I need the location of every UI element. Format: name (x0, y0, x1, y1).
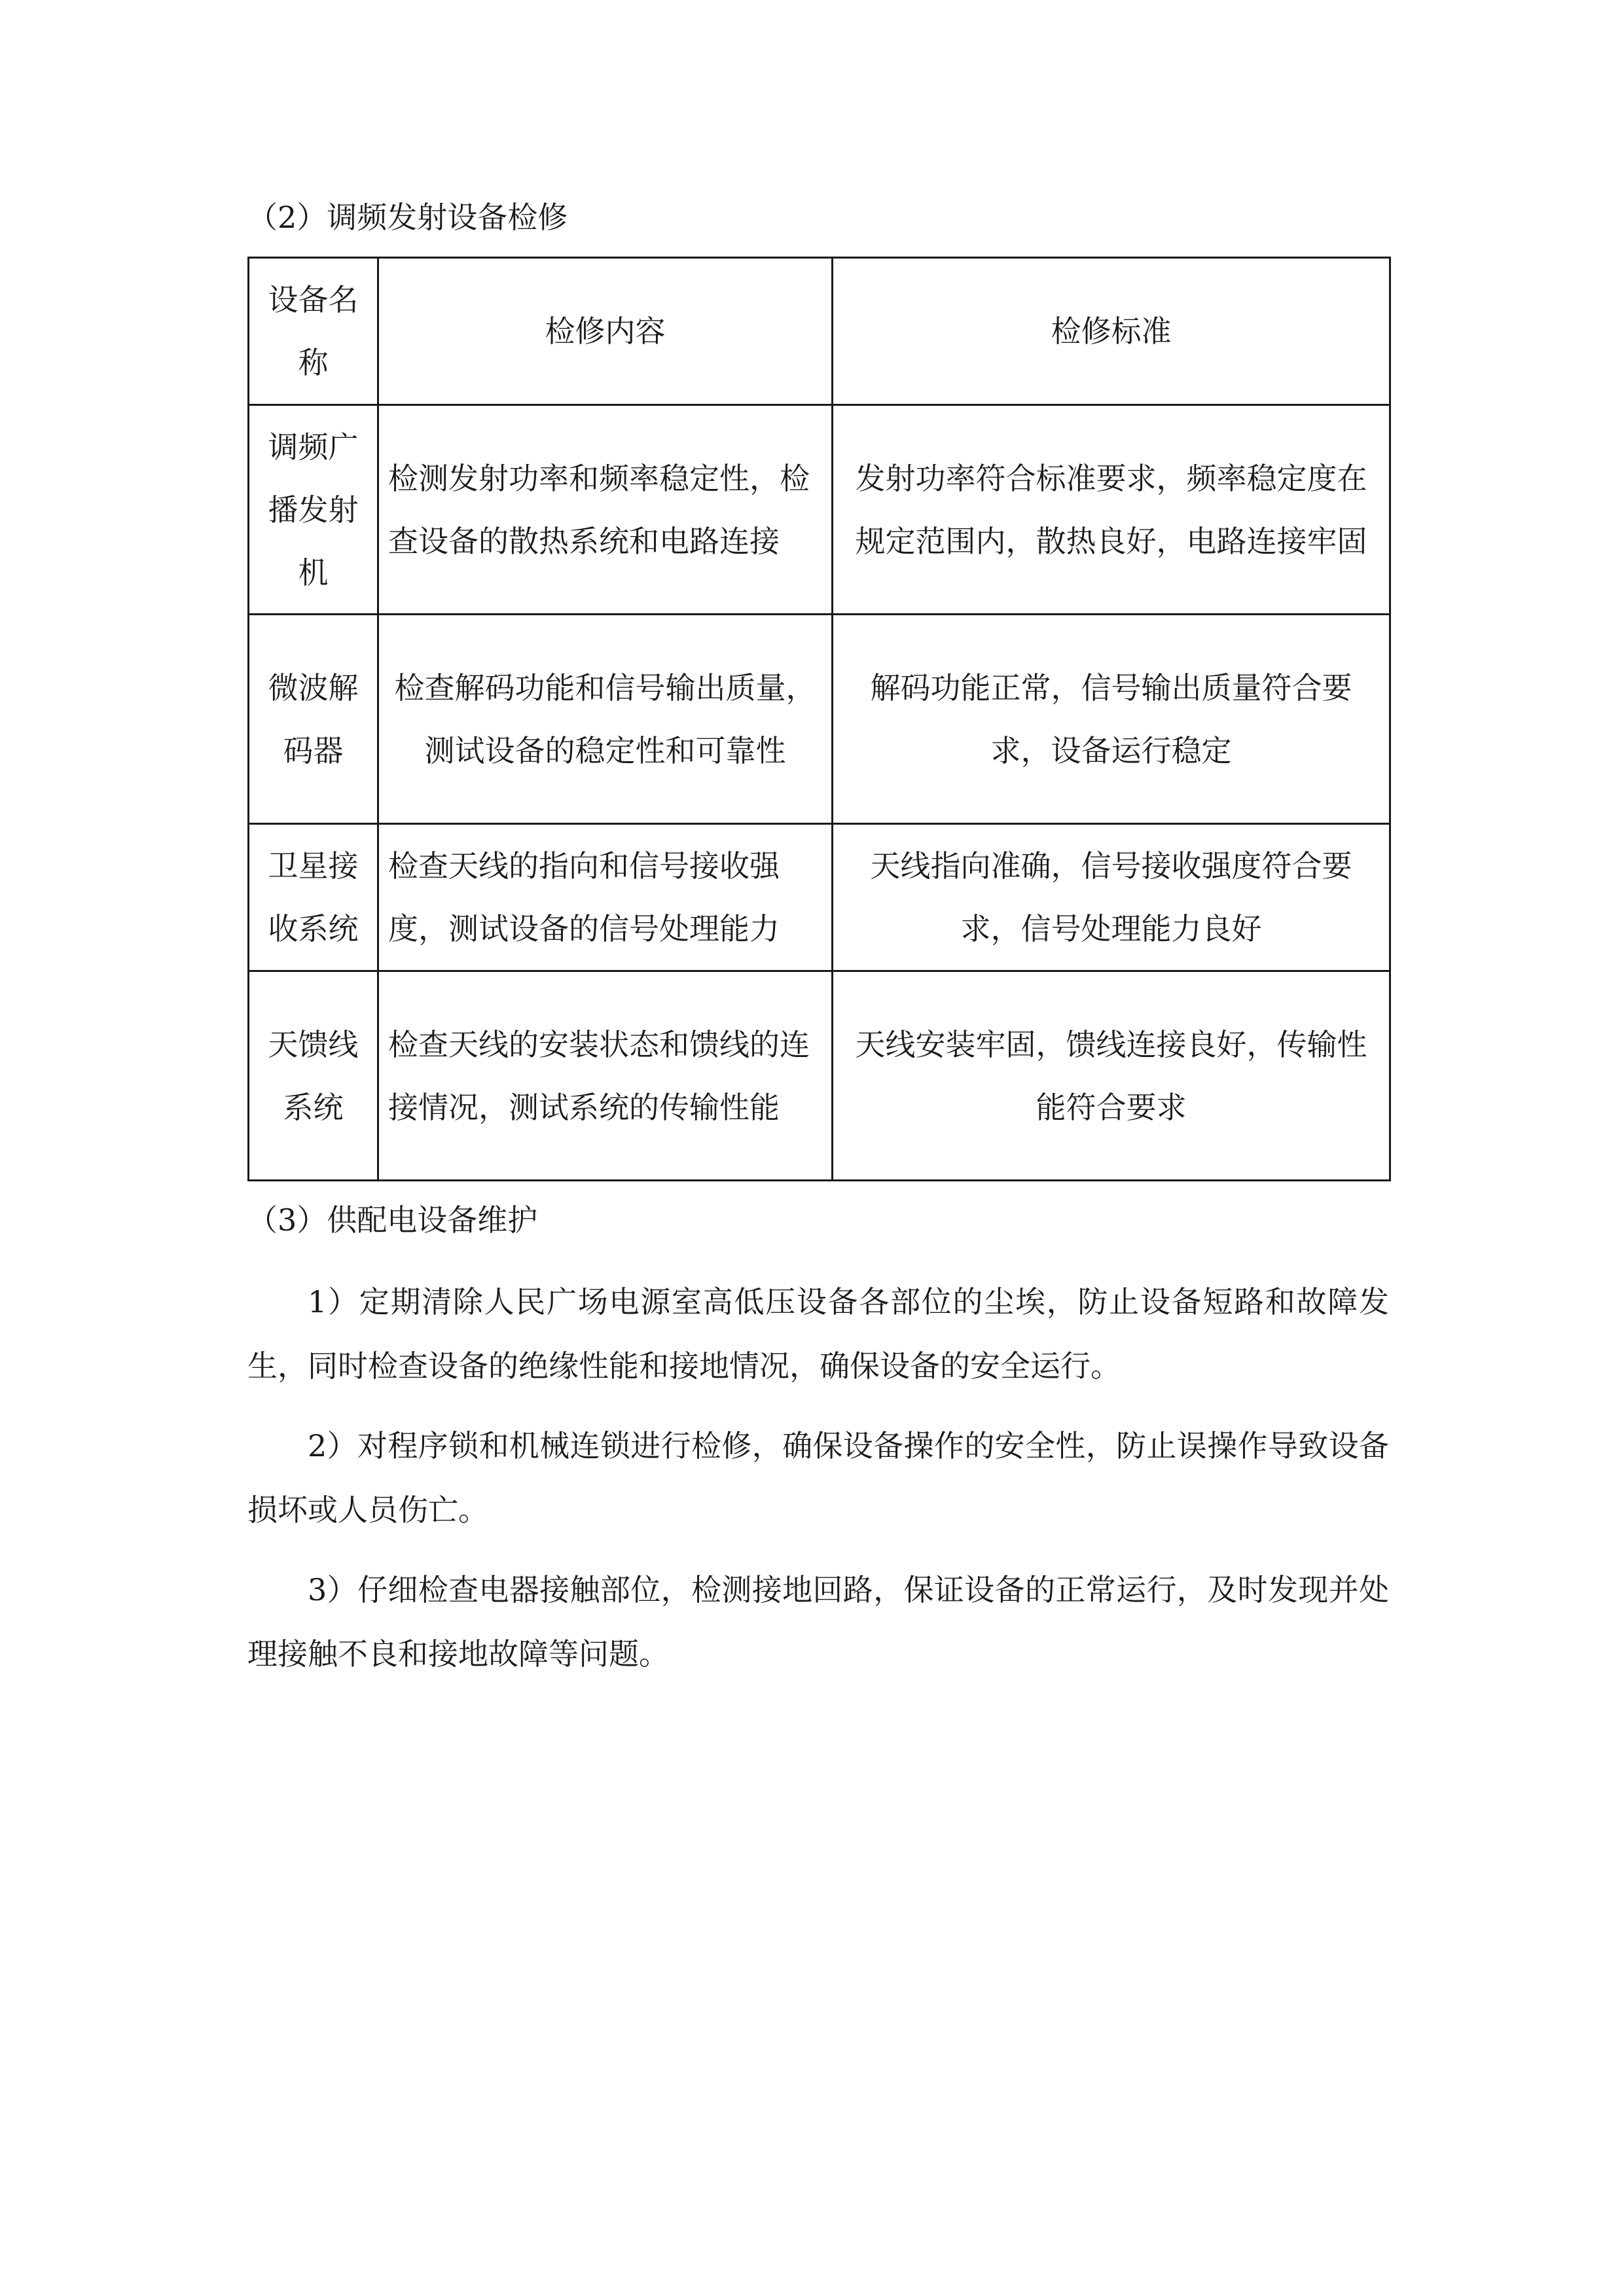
paragraph: 3）仔细检查电器接触部位，检测接地回路，保证设备的正常运行，及时发现并处理接触不良和接地故障等问题。 (247, 1572, 1389, 1672)
table-row (249, 405, 1390, 615)
cell-maintenance-standard: 天线指向准确，信号接收强度符合要求，信号处理能力良好 (833, 824, 1390, 971)
maintenance-table (247, 257, 1391, 1181)
cell-maintenance-content: 检查天线的安装状态和馈线的连接情况，测试系统的传输性能 (378, 971, 833, 1181)
cell-maintenance-content: 检查天线的指向和信号接收强度，测试设备的信号处理能力 (378, 824, 833, 971)
header-maintenance-standard: 检修标准 (833, 258, 1390, 405)
paragraph: 2）对程序锁和机械连锁进行检修，确保设备操作的安全性，防止误操作导致设备损坏或人员伤亡。 (247, 1428, 1389, 1528)
cell-equipment-name: 调频广播发射机 (249, 405, 378, 615)
section-heading-fm-equipment: （2）调频发射设备检修 (247, 200, 568, 235)
cell-equipment-name: 微波解码器 (249, 615, 378, 824)
table-header-row (249, 258, 1390, 405)
cell-equipment-name: 天馈线系统 (249, 971, 378, 1181)
cell-maintenance-content: 检测发射功率和频率稳定性，检查设备的散热系统和电路连接 (378, 405, 833, 615)
table-row (249, 824, 1390, 971)
cell-maintenance-standard: 解码功能正常，信号输出质量符合要求，设备运行稳定 (833, 615, 1390, 824)
header-maintenance-content: 检修内容 (378, 258, 833, 405)
section-heading-power-equipment: （3）供配电设备维护 (247, 1202, 538, 1238)
paragraph: 1）定期清除人民广场电源室高低压设备各部位的尘埃，防止设备短路和故障发生，同时检查设备的绝缘性能和接地情况，确保设备的安全运行。 (247, 1284, 1389, 1384)
cell-equipment-name: 卫星接收系统 (249, 824, 378, 971)
cell-maintenance-standard: 天线安装牢固，馈线连接良好，传输性能符合要求 (833, 971, 1390, 1181)
header-equipment-name: 设备名称 (249, 258, 378, 405)
table-row (249, 971, 1390, 1181)
cell-maintenance-standard: 发射功率符合标准要求，频率稳定度在规定范围内，散热良好，电路连接牢固 (833, 405, 1390, 615)
table-row (249, 615, 1390, 824)
cell-maintenance-content: 检查解码功能和信号输出质量，测试设备的稳定性和可靠性 (378, 615, 833, 824)
